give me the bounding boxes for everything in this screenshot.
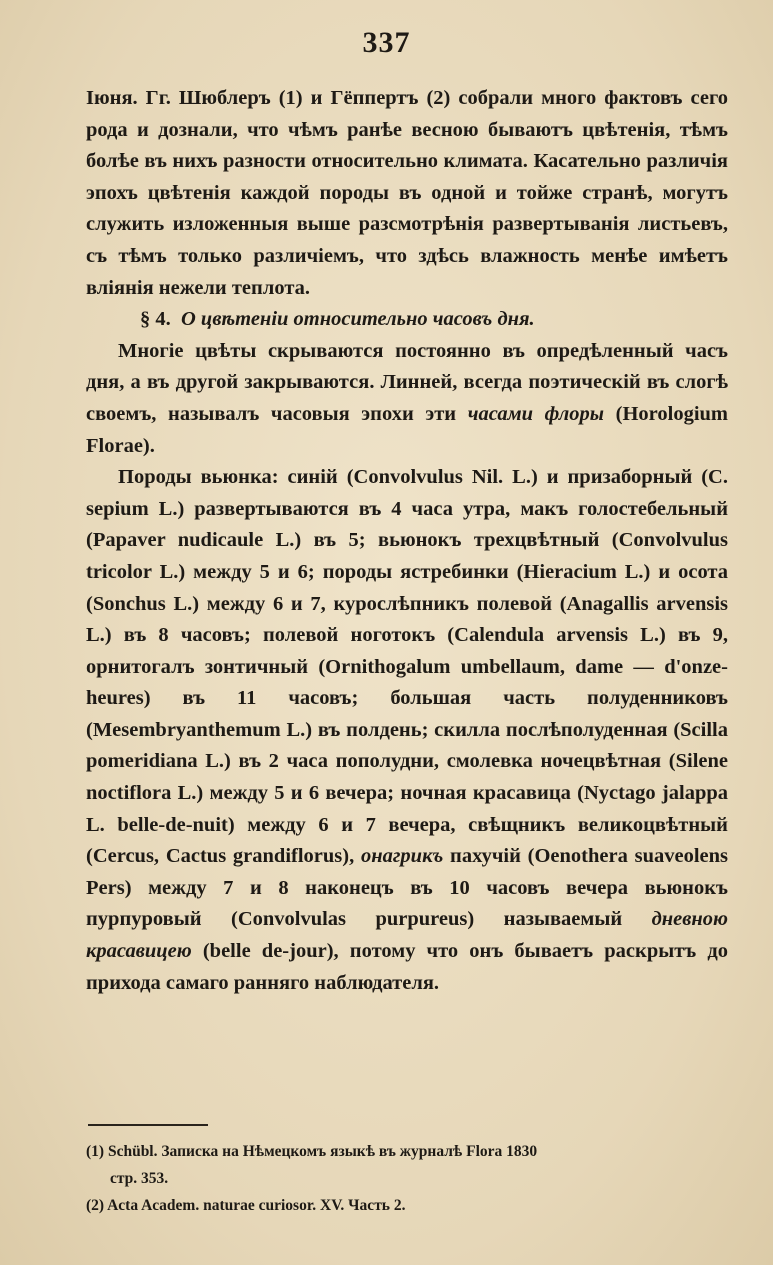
paragraph-3-emphasis-1: онагрикъ [360, 845, 444, 868]
paragraph-2 [86, 336, 728, 462]
paragraph-3-text-b: пахучій (Oenothera suaveolens Pers) между 7 и 8 наконецъ въ 10 часовъ вечера вьюнокъ пурпуровый (Convolvulas purpureus) называемый [86, 845, 728, 931]
paragraph-3-text-a: Породы вьюнка: синій (Convolvulus Nil. L.) и призаборный (C. sepium L.) развертываются въ 4 часа утра, макъ голостебельный (Papaver nudicaule L.) въ 5; вьюнокъ трехцвѣтный (Convolvulus tricolor L.) между 5 и 6; породы ястребинки (Hieracium L.) и осота (Sonchus L.) между 6 и 7, курослѣпникъ полевой (Anagallis arvensis L.) въ 8 часовъ; полевой ноготокъ (Calendula arvensis L.) въ 9, орнитогалъ зонтичный (Ornithogalum umbellaum, dame — d'onze-heures) въ 11 часовъ; большая часть полуденниковъ (Mesembryanthemum L.) въ полдень; скилла послѣполуденная (Scilla pomeridiana L.) въ 2 часа пополудни, смолевка ночецвѣтная (Silene noctiflora L.) между 5 и 6 вечера; ночная красавица (Nyctago jalappa L. belle-de-nuit) между 6 и 7 вечера, свѣщникъ великоцвѣтный (Cercus, Cactus grandiflorus), [86, 466, 728, 868]
paragraph-2-text-a: Многіе цвѣты скрываются постоянно въ опредѣленный часъ дня, а въ другой закрываются. Линней, всегда поэтическій въ слогѣ своемъ, называлъ часовыя эпохи эти [86, 339, 728, 425]
footnote-1-line-1: (1) Schübl. Записка на Нѣмецкомъ языкѣ въ журналѣ Flora 1830 [86, 1143, 538, 1160]
paragraph-3-emphasis-2: дневною красавицею [86, 908, 728, 963]
body-text [86, 83, 728, 999]
page-number: 337 [362, 26, 411, 59]
paragraph-3 [86, 462, 728, 999]
paragraph-2-emphasis: часами флоры [467, 402, 605, 425]
footnotes [86, 1138, 728, 1219]
paragraph-1: Іюня. Гг. Шюблеръ (1) и Гёппертъ (2) собрали много фактовъ сего рода и дознали, что чѣмъ ранѣе весною бываютъ цвѣтенія, тѣмъ болѣе въ нихъ разности относительно климата. Касательно различія эпохъ цвѣтенія каждой породы въ одной и тойже странѣ, могутъ служить изложенныя выше разсмотрѣнія развертыванія листьевъ, съ тѣмъ только различіемъ, что здѣсь влажность менѣе имѣетъ вліянія нежели теплота. [86, 87, 728, 299]
paragraph-2-text-b: (Horologium Florae). [86, 402, 729, 457]
footnote-2: (2) Acta Academ. naturae curiosor. XV. Часть 2. [86, 1197, 406, 1214]
section-heading [86, 304, 728, 336]
paragraph-3-text-c: (belle de-jour), потому что онъ бываетъ раскрытъ до прихода самаго ранняго наблюдателя. [86, 940, 728, 994]
section-number: § 4. [140, 308, 171, 331]
footnote-divider [88, 1124, 208, 1126]
footnote-1-line-2: стр. 353. [110, 1170, 169, 1187]
section-title: О цвѣтеніи относительно часовъ дня. [181, 308, 535, 331]
